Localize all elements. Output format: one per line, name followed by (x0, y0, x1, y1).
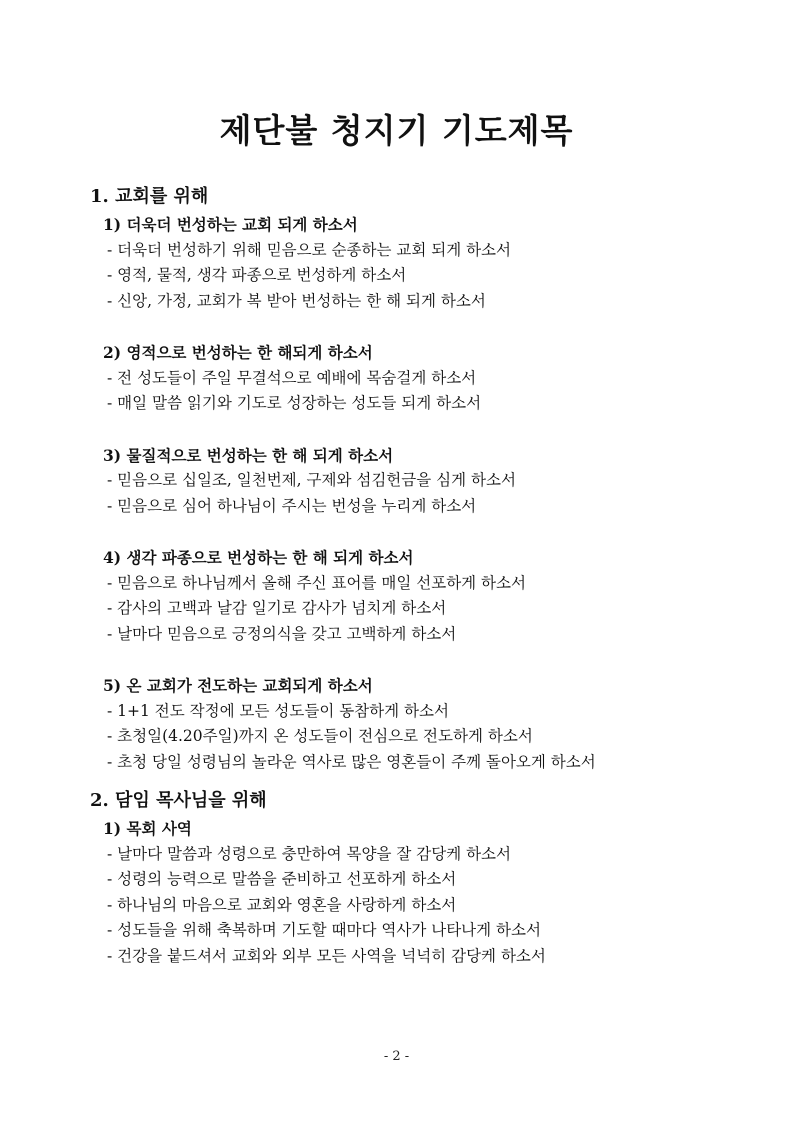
prayer-item: - 1+1 전도 작정에 모든 성도들이 동참하게 하소서 (107, 701, 449, 720)
prayer-group (103, 212, 770, 314)
prayer-group (103, 673, 770, 775)
group-heading: 5) 온 교회가 전도하는 교회되게 하소서 (103, 676, 373, 695)
page-number: - 2 - (383, 1049, 410, 1064)
prayer-item: - 성령의 능력으로 말씀을 준비하고 선포하게 하소서 (107, 870, 457, 888)
group-heading: 4) 생각 파종으로 번성하는 한 해 되게 하소서 (103, 548, 414, 567)
prayer-item: - 믿음으로 십일조, 일천번제, 구제와 섬김헌금을 심게 하소서 (107, 471, 516, 489)
prayer-list (90, 184, 770, 969)
group-heading: 3) 물질적으로 번성하는 한 해 되게 하소서 (103, 445, 394, 465)
prayer-item: - 전 성도들이 주일 무결석으로 예배에 목숨걸게 하소서 (107, 368, 477, 387)
prayer-item: - 더욱더 번성하기 위해 믿음으로 순종하는 교회 되게 하소서 (107, 240, 512, 259)
section-senior-pastor (90, 788, 770, 969)
prayer-group (103, 816, 770, 969)
prayer-group (103, 443, 770, 520)
prayer-item: - 초청 당일 성령님의 놀라운 역사로 많은 영혼들이 주께 돌아오게 하소서 (107, 752, 596, 771)
prayer-item: - 믿음으로 하나님께서 올해 주신 표어를 매일 선포하게 하소서 (107, 573, 526, 592)
prayer-item: - 믿음으로 심어 하나님이 주시는 번성을 누리게 하소서 (107, 496, 477, 515)
prayer-item: - 초청일(4.20주일)까지 온 성도들이 전심으로 전도하게 하소서 (107, 727, 533, 745)
prayer-group (103, 340, 770, 417)
prayer-item: - 날마다 말씀과 성령으로 충만하여 목양을 잘 감당케 하소서 (107, 844, 512, 863)
prayer-item: - 날마다 믿음으로 긍정의식을 갖고 고백하게 하소서 (107, 624, 457, 643)
prayer-item: - 매일 말씀 읽기와 기도로 성장하는 성도들 되게 하소서 (107, 394, 482, 412)
section-heading: 1. 교회를 위해 (90, 186, 209, 207)
prayer-group (103, 545, 770, 647)
prayer-item: - 신앙, 가정, 교회가 복 받아 번성하는 한 해 되게 하소서 (107, 291, 486, 310)
group-heading: 2) 영적으로 번성하는 한 해되게 하소서 (103, 343, 373, 362)
document-title: 제단불 청지기 기도제목 (219, 111, 574, 150)
section-heading: 2. 담임 목사님을 위해 (90, 790, 267, 811)
group-heading: 1) 더욱더 번성하는 교회 되게 하소서 (103, 215, 358, 234)
section-church (90, 184, 770, 775)
prayer-item: - 영적, 물적, 생각 파종으로 번성하게 하소서 (107, 266, 407, 284)
prayer-item: - 감사의 고백과 날감 일기로 감사가 넘치게 하소서 (107, 599, 447, 617)
prayer-item: - 건강을 붙드셔서 교회와 외부 모든 사역을 넉넉히 감당케 하소서 (107, 946, 546, 965)
prayer-item: - 하나님의 마음으로 교회와 영혼을 사랑하게 하소서 (107, 895, 457, 914)
group-heading: 1) 목회 사역 (103, 819, 192, 838)
prayer-item: - 성도들을 위해 축복하며 기도할 때마다 역사가 나타나게 하소서 (107, 921, 541, 939)
